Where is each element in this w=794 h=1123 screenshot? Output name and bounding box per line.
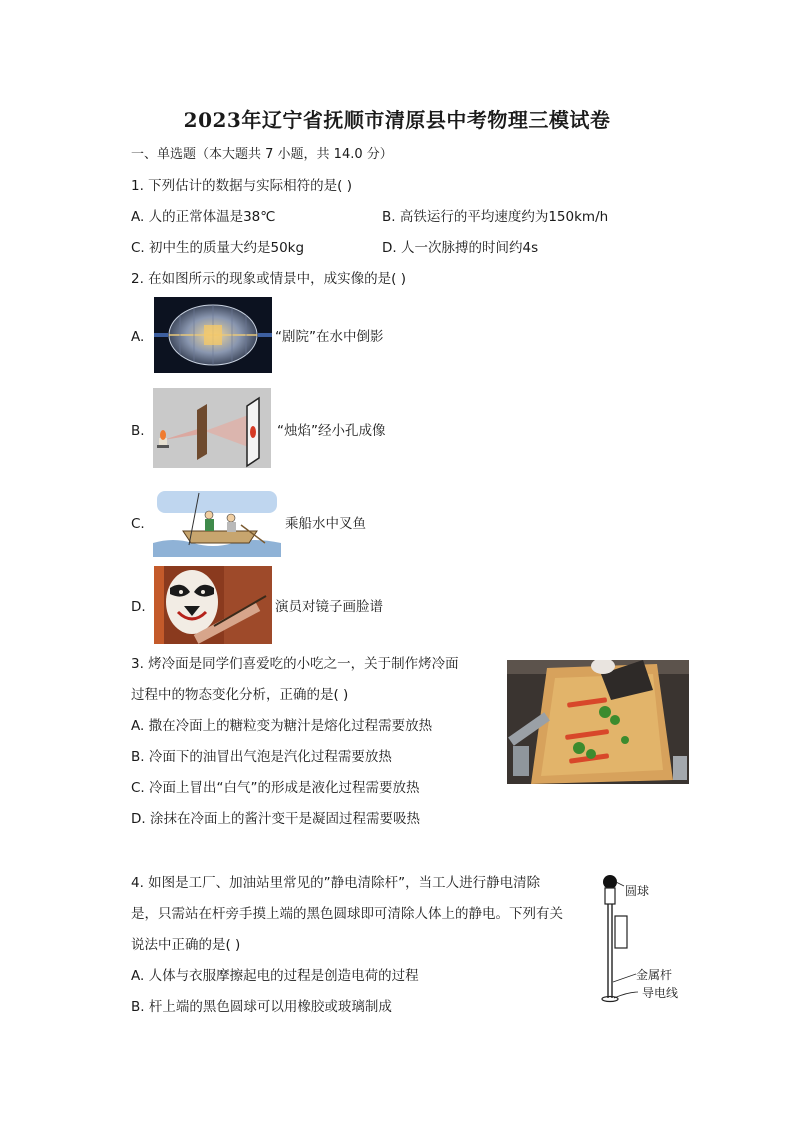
- question-3-option-d: D. 涂抹在冷面上的酱汁变干是凝固过程需要吸热: [131, 811, 420, 827]
- question-2-option-b-text: “烛焰”经小孔成像: [277, 423, 386, 439]
- static-discharge-rod-figure: [598, 870, 694, 1008]
- question-2-option-b-label: B.: [131, 423, 145, 439]
- question-4-stem-line1: 4. 如图是工厂、加油站里常见的”静电清除杆”，当工人进行静电清除: [131, 875, 541, 891]
- question-3-option-c: C. 冷面上冒出“白气”的形成是液化过程需要放热: [131, 780, 420, 796]
- question-2-stem: 2. 在如图所示的现象或情景中，成实像的是( ): [131, 271, 406, 287]
- question-1-option-c: C. 初中生的质量大约是50kg: [131, 240, 305, 256]
- figure-label-metal-rod: 金属杆: [636, 968, 673, 982]
- question-4-option-a: A. 人体与衣服摩擦起电的过程是创造电荷的过程: [131, 968, 419, 984]
- question-1-option-b: B. 高铁运行的平均速度约为150km/h: [382, 209, 609, 225]
- question-2-option-c-label: C.: [131, 516, 145, 532]
- question-1-option-d: D. 人一次脉搏的时间约4s: [382, 240, 539, 256]
- grilled-cold-noodle-image: [507, 660, 689, 784]
- question-3-stem-line2: 过程中的物态变化分析，正确的是( ): [131, 687, 349, 703]
- question-2-option-c-text: 乘船水中叉鱼: [285, 516, 366, 532]
- question-3-stem-line1: 3. 烤冷面是同学们喜爱吃的小吃之一，关于制作烤冷面: [131, 656, 459, 672]
- question-1-stem: 1. 下列估计的数据与实际相符的是( ): [131, 178, 352, 194]
- question-1-option-a: A. 人的正常体温是38℃: [131, 209, 276, 225]
- page-title: 2023年辽宁省抚顺市清原县中考物理三模试卷: [183, 108, 611, 132]
- question-4-option-b: B. 杆上端的黑色圆球可以用橡胶或玻璃制成: [131, 999, 392, 1015]
- question-2-option-d-text: 演员对镜子画脸谱: [275, 599, 383, 615]
- question-2-option-a-text: “剧院”在水中倒影: [275, 329, 384, 345]
- pinhole-camera-image: [153, 388, 271, 468]
- figure-label-wire: 导电线: [642, 986, 679, 1000]
- question-2-option-d-label: D.: [131, 599, 146, 615]
- boat-fishing-image: [153, 485, 281, 557]
- question-4-stem-line3: 说法中正确的是( ): [131, 937, 241, 953]
- opera-face-painting-image: [154, 566, 272, 644]
- question-3-option-b: B. 冷面下的油冒出气泡是汽化过程需要放热: [131, 749, 392, 765]
- theater-reflection-image: [154, 297, 272, 373]
- figure-label-ball: 圆球: [625, 884, 650, 898]
- question-2-option-a-label: A.: [131, 329, 145, 345]
- question-4-stem-line2: 是，只需站在杆旁手摸上端的黑色圆球即可清除人体上的静电。下列有关: [131, 906, 563, 922]
- question-3-option-a: A. 撒在冷面上的糖粒变为糖汁是熔化过程需要放热: [131, 718, 433, 734]
- section-heading: 一、单选题（本大题共 7 小题，共 14.0 分）: [131, 147, 393, 162]
